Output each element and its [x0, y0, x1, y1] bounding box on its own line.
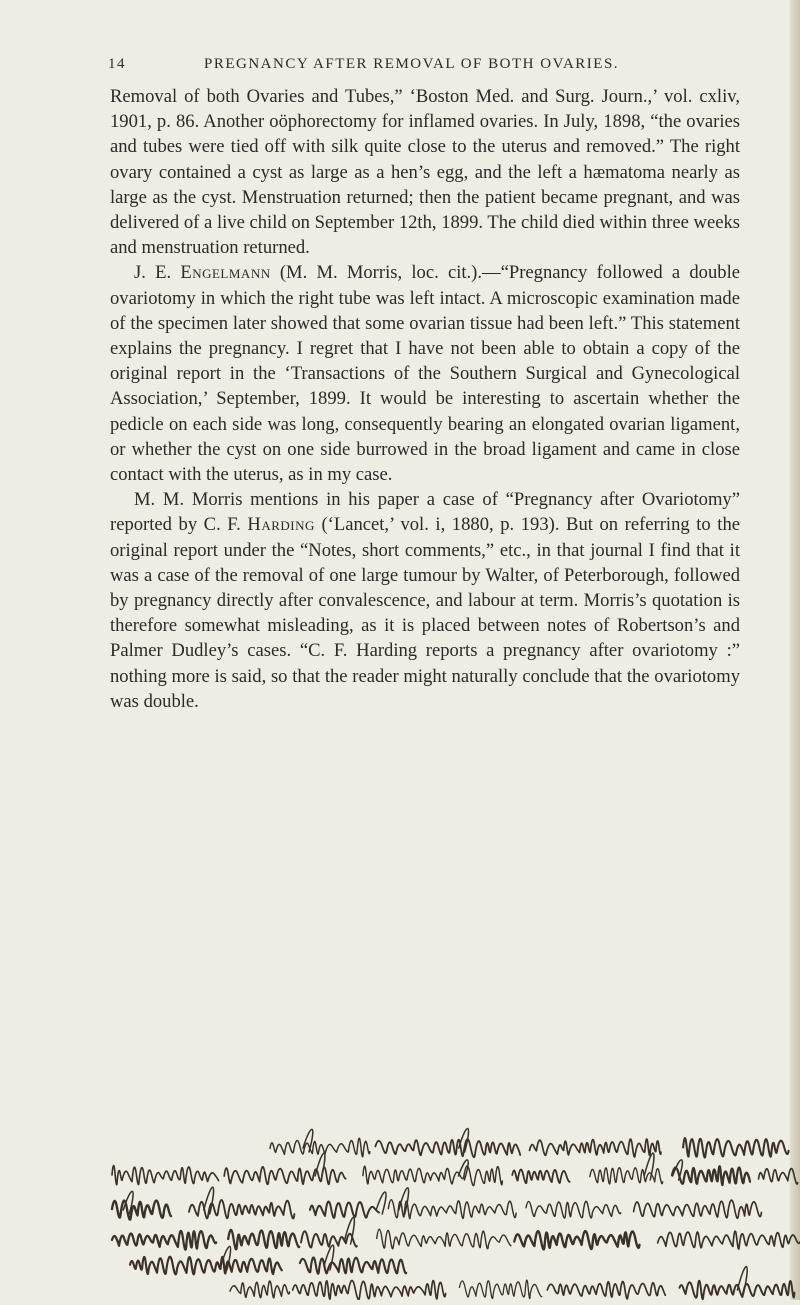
paragraph-text: J. E. — [134, 262, 181, 284]
ink-stroke — [112, 1166, 219, 1185]
ink-stroke — [112, 1201, 171, 1220]
paragraph-text: Removal of both Ovaries and Tubes,” ‘Boston Med. and Surg. Journ.,’ vol. cxliv, 1901, p. 86. Another oöphorectomy for inflamed ovaries. In July, 1898, “the ovaries and tubes were tied off with silk quite close to the uterus and removed.” The right ovary contained a cyst as large as a hen’s egg, and the left a hæmatoma nearly as large as the cyst. Menstruation returned; then the patient became pregnant, and was delivered of a live child on September 12th, 1899. The child died within three weeks and menstruation returned. — [110, 86, 740, 259]
ink-stroke — [228, 1230, 299, 1249]
ink-stroke — [658, 1231, 800, 1249]
ink-stroke — [375, 1139, 520, 1157]
paragraph-text: M. M. Morris mentions in his paper a case of “Pregnancy after Ovariotomy” reported by C. F. — [110, 489, 740, 536]
paragraph-text: (M. M. Morris, loc. cit.).—“Pregnancy followed a double ovariotomy in which the right tube was left intact. A microscopic examination made of the specimen later showed that some ovarian tissue had been left.” This statement explains the pregnancy. I regret that I have not been able to obtain a copy of the original report in the ‘Transactions of the Southern Surgical and Gynecological Association,’ September, 1899. It would be interesting to ascertain whether the pedicle on each side was long, consequently bearing an elongated ovarian ligament, or whether the cyst on one side burrowed in the broad ligament and came in close contact with the uterus, as in my case. — [110, 262, 740, 486]
page-edge — [790, 0, 800, 1300]
ink-stroke — [512, 1170, 569, 1184]
ink-stroke — [530, 1139, 662, 1157]
author-name: Harding — [247, 514, 315, 536]
ink-stroke — [514, 1231, 639, 1249]
author-name: Engelmann — [180, 262, 271, 284]
ink-stroke — [189, 1200, 294, 1219]
ink-stroke — [270, 1138, 370, 1157]
ink-stroke — [377, 1229, 511, 1249]
paragraph — [110, 487, 740, 714]
ink-stroke — [315, 1153, 325, 1180]
ink-stroke — [224, 1167, 346, 1185]
running-title: PREGNANCY AFTER REMOVAL OF BOTH OVARIES. — [204, 56, 620, 72]
ink-stroke — [547, 1282, 665, 1299]
ink-stroke — [112, 1231, 216, 1250]
ink-stroke — [293, 1280, 446, 1299]
ink-stroke — [310, 1201, 379, 1217]
paragraph — [110, 84, 740, 260]
ink-stroke — [683, 1138, 789, 1157]
ink-stroke — [300, 1257, 406, 1273]
ink-stroke — [634, 1200, 762, 1218]
ink-stroke — [363, 1166, 503, 1186]
handwritten-annotation-scrawl — [0, 1126, 800, 1300]
page-number: 14 — [108, 56, 126, 72]
ink-stroke — [759, 1169, 798, 1185]
paragraph-text: (‘Lancet,’ vol. i, 1880, p. 193). But on referring to the original report under the “Notes, short comments,” etc., in that journal I find that it was a case of the removal of one large tumour by Walter, of Peterborough, followed by pregnancy directly after convalescence, and labour at term. Morris’s quotation is therefore somewhat misleading, as it is placed between notes of Robertson’s and Palmer Dudley’s cases. “C. F. Harding reports a pregnancy after ovariotomy :” nothing more is said, so that the reader might naturally conclude that the ovariotomy was double. — [110, 514, 740, 712]
ink-stroke — [130, 1257, 282, 1275]
ink-stroke — [526, 1201, 621, 1218]
ink-stroke — [301, 1231, 357, 1247]
handwritten-annotation — [0, 1126, 800, 1300]
ink-stroke — [672, 1166, 750, 1185]
body-text — [110, 84, 740, 714]
ink-stroke — [230, 1281, 290, 1298]
paragraph — [110, 260, 740, 487]
ink-stroke — [459, 1280, 541, 1299]
